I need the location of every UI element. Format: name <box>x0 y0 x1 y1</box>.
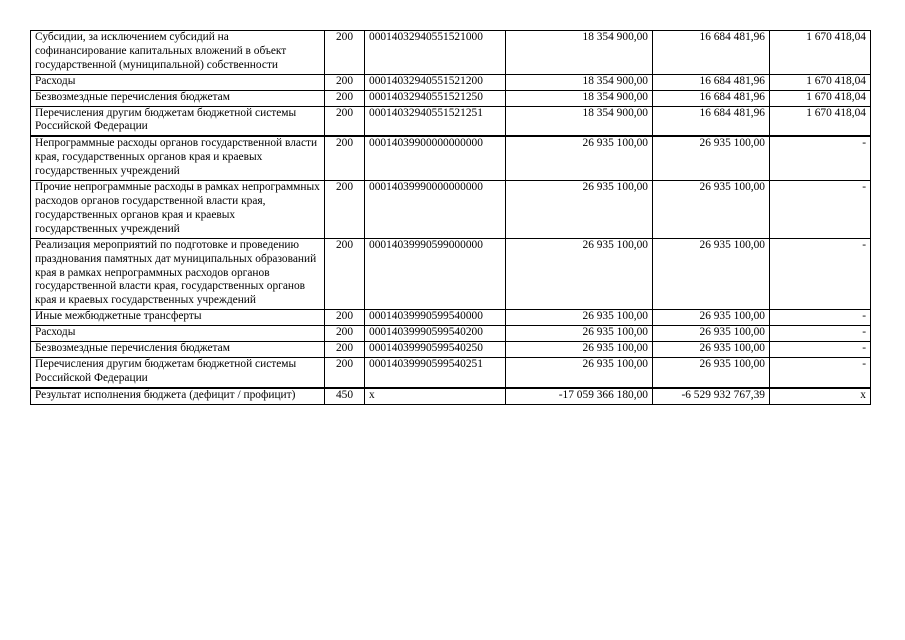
row-executed-amount-cell: 26 935 100,00 <box>653 357 770 387</box>
row-line-code-cell: 200 <box>325 74 365 90</box>
row-line-code-cell: 200 <box>325 136 365 180</box>
table-row <box>31 181 871 239</box>
row-unexecuted-amount-cell: - <box>770 310 871 326</box>
row-line-code-cell: 200 <box>325 310 365 326</box>
row-approved-amount-cell: 26 935 100,00 <box>506 181 653 239</box>
table-row <box>31 90 871 106</box>
row-line-code-cell: 200 <box>325 31 365 75</box>
table-row-budget-result <box>31 388 871 404</box>
row-name-cell: Субсидии, за исключением субсидий на софинансирование капитальных вложений в объект государственной (муниципальной) собственности <box>31 31 325 75</box>
table-row <box>31 238 871 310</box>
row-approved-amount-cell: -17 059 366 180,00 <box>506 388 653 404</box>
table-row <box>31 310 871 326</box>
row-executed-amount-cell: 26 935 100,00 <box>653 310 770 326</box>
row-unexecuted-amount-cell: x <box>770 388 871 404</box>
row-approved-amount-cell: 26 935 100,00 <box>506 238 653 310</box>
row-line-code-cell: 200 <box>325 326 365 342</box>
row-name-cell: Иные межбюджетные трансферты <box>31 310 325 326</box>
row-line-code-cell: 200 <box>325 181 365 239</box>
row-budget-classification-code-cell: 00014032940551521200 <box>365 74 506 90</box>
row-unexecuted-amount-cell: - <box>770 342 871 358</box>
row-approved-amount-cell: 26 935 100,00 <box>506 310 653 326</box>
row-executed-amount-cell: 26 935 100,00 <box>653 326 770 342</box>
row-name-cell: Расходы <box>31 326 325 342</box>
row-approved-amount-cell: 18 354 900,00 <box>506 74 653 90</box>
row-name-cell: Непрограммные расходы органов государственной власти края, государственных органов края и краевых государственных учреждений <box>31 136 325 180</box>
row-budget-classification-code-cell: 00014032940551521000 <box>365 31 506 75</box>
row-line-code-cell: 200 <box>325 90 365 106</box>
table-row <box>31 136 871 180</box>
row-executed-amount-cell: 16 684 481,96 <box>653 31 770 75</box>
row-budget-classification-code-cell: 00014039990599540000 <box>365 310 506 326</box>
row-executed-amount-cell: 16 684 481,96 <box>653 74 770 90</box>
row-name-cell: Перечисления другим бюджетам бюджетной системы Российской Федерации <box>31 357 325 387</box>
row-budget-classification-code-cell: 00014039990599540200 <box>365 326 506 342</box>
row-unexecuted-amount-cell: 1 670 418,04 <box>770 90 871 106</box>
row-unexecuted-amount-cell: - <box>770 181 871 239</box>
row-approved-amount-cell: 18 354 900,00 <box>506 90 653 106</box>
row-executed-amount-cell: -6 529 932 767,39 <box>653 388 770 404</box>
row-unexecuted-amount-cell: - <box>770 136 871 180</box>
row-unexecuted-amount-cell: - <box>770 238 871 310</box>
budget-expenditure-table <box>30 30 871 405</box>
table-row <box>31 357 871 387</box>
row-budget-classification-code-cell: 00014039990599000000 <box>365 238 506 310</box>
row-name-cell: Перечисления другим бюджетам бюджетной системы Российской Федерации <box>31 106 325 136</box>
row-budget-classification-code-cell: 00014032940551521251 <box>365 106 506 136</box>
row-name-cell: Безвозмездные перечисления бюджетам <box>31 90 325 106</box>
row-budget-classification-code-cell: 00014039900000000000 <box>365 136 506 180</box>
table-row <box>31 106 871 136</box>
row-executed-amount-cell: 16 684 481,96 <box>653 90 770 106</box>
row-line-code-cell: 450 <box>325 388 365 404</box>
row-approved-amount-cell: 26 935 100,00 <box>506 136 653 180</box>
row-budget-classification-code-cell: 00014039990599540250 <box>365 342 506 358</box>
row-budget-classification-code-cell: 00014032940551521250 <box>365 90 506 106</box>
table-row <box>31 74 871 90</box>
row-unexecuted-amount-cell: 1 670 418,04 <box>770 31 871 75</box>
row-name-cell: Прочие непрограммные расходы в рамках непрограммных расходов органов государственной власти края, государственных органов края и краевых государственных учреждений <box>31 181 325 239</box>
row-approved-amount-cell: 26 935 100,00 <box>506 342 653 358</box>
row-approved-amount-cell: 18 354 900,00 <box>506 31 653 75</box>
row-budget-classification-code-cell: x <box>365 388 506 404</box>
row-unexecuted-amount-cell: - <box>770 357 871 387</box>
row-name-cell: Расходы <box>31 74 325 90</box>
row-name-cell: Результат исполнения бюджета (дефицит / профицит) <box>31 388 325 404</box>
row-executed-amount-cell: 26 935 100,00 <box>653 136 770 180</box>
row-line-code-cell: 200 <box>325 106 365 136</box>
row-line-code-cell: 200 <box>325 357 365 387</box>
budget-report-sheet <box>30 30 870 405</box>
table-row <box>31 31 871 75</box>
row-line-code-cell: 200 <box>325 238 365 310</box>
row-executed-amount-cell: 26 935 100,00 <box>653 181 770 239</box>
row-budget-classification-code-cell: 00014039990000000000 <box>365 181 506 239</box>
row-name-cell: Реализация мероприятий по подготовке и проведению празднования памятных дат муниципальных образований края в рамках непрограммных расходов органов государственной власти края, государственных органов края и краевых государственных учреждений <box>31 238 325 310</box>
row-unexecuted-amount-cell: - <box>770 326 871 342</box>
row-approved-amount-cell: 26 935 100,00 <box>506 357 653 387</box>
row-approved-amount-cell: 26 935 100,00 <box>506 326 653 342</box>
table-row <box>31 326 871 342</box>
table-row <box>31 342 871 358</box>
row-executed-amount-cell: 16 684 481,96 <box>653 106 770 136</box>
row-budget-classification-code-cell: 00014039990599540251 <box>365 357 506 387</box>
row-name-cell: Безвозмездные перечисления бюджетам <box>31 342 325 358</box>
row-line-code-cell: 200 <box>325 342 365 358</box>
row-approved-amount-cell: 18 354 900,00 <box>506 106 653 136</box>
row-unexecuted-amount-cell: 1 670 418,04 <box>770 106 871 136</box>
row-unexecuted-amount-cell: 1 670 418,04 <box>770 74 871 90</box>
row-executed-amount-cell: 26 935 100,00 <box>653 238 770 310</box>
row-executed-amount-cell: 26 935 100,00 <box>653 342 770 358</box>
